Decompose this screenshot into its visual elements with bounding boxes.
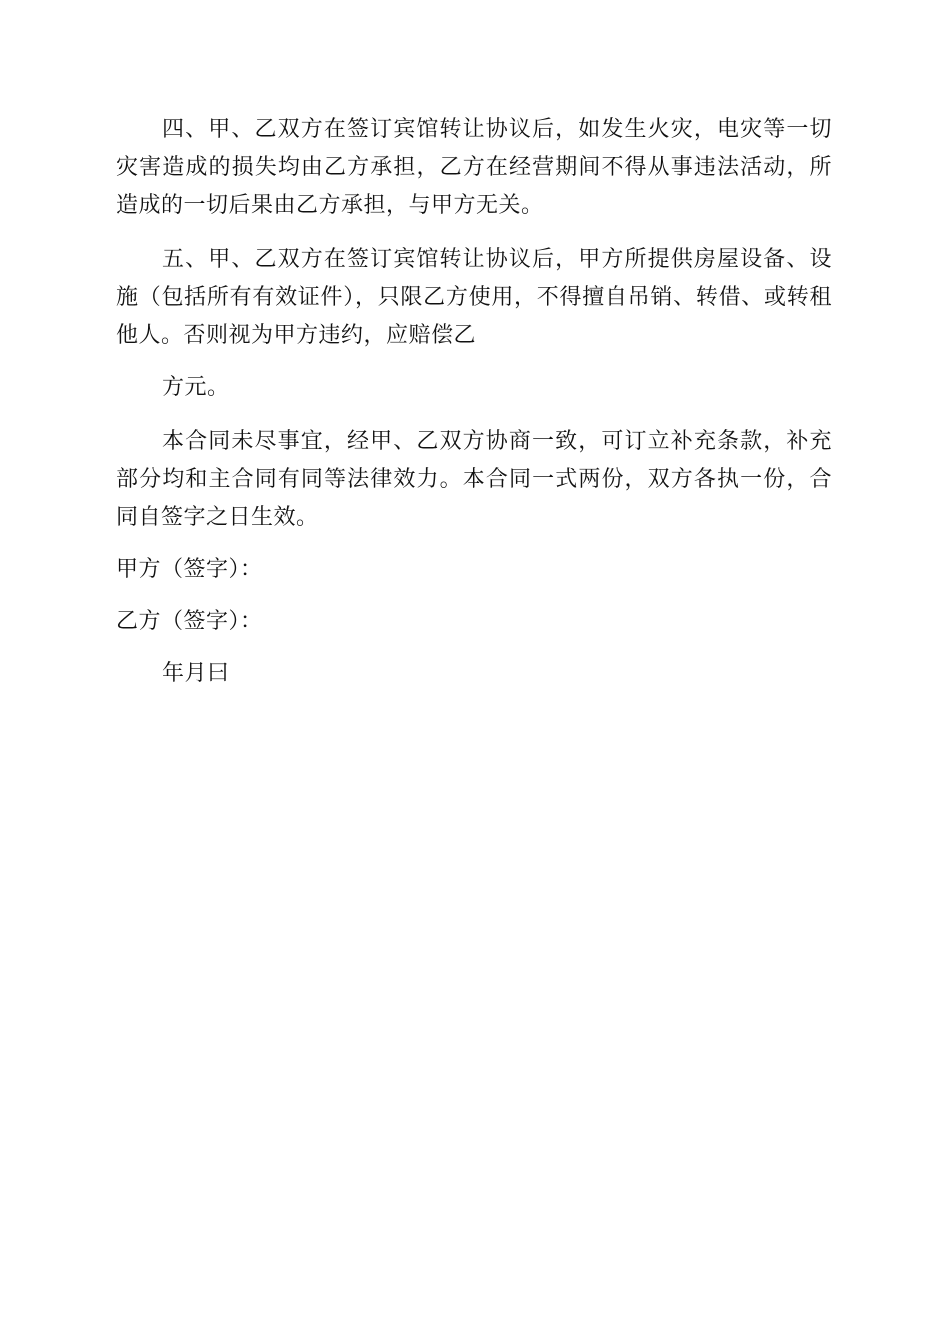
party-a-signature-line: 甲方（签字）： xyxy=(116,557,263,582)
document-page xyxy=(116,111,832,693)
date-line: 年月曰 xyxy=(162,661,230,686)
party-b-signature-line: 乙方（签字）： xyxy=(116,609,263,634)
clause-four-paragraph: 四、甲、乙双方在签订宾馆转让协议后，如发生火灾，电灾等一切灾害造成的损失均由乙方承担，乙方在经营期间不得从事违法活动，所造成的一切后果由乙方承担，与甲方无关。 xyxy=(116,117,832,218)
clause-five-paragraph: 五、甲、乙双方在签订宾馆转让协议后，甲方所提供房屋设备、设施（包括所有有效证件），只限乙方使用，不得擅自吊销、转借、或转租他人。否则视为甲方违约，应赔偿乙 xyxy=(116,247,832,348)
compensation-amount-line: 方元。 xyxy=(162,375,230,400)
supplementary-terms-paragraph: 本合同未尽事宜，经甲、乙双方协商一致，可订立补充条款，补充部分均和主合同有同等法律效力。本合同一式两份，双方各执一份，合同自签字之日生效。 xyxy=(116,429,832,530)
